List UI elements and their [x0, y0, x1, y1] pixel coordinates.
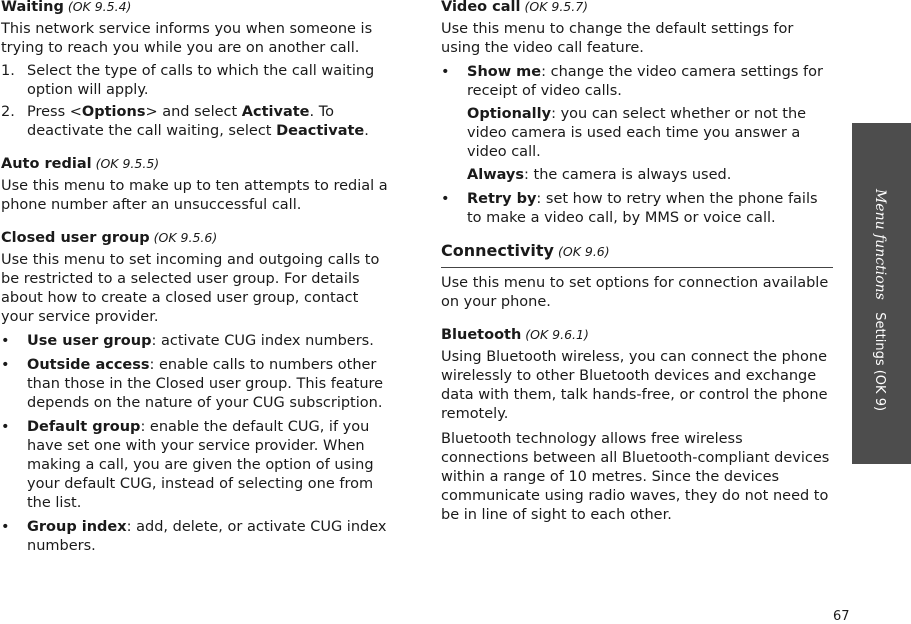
waiting-step-2: 2. Press <Options> and select Activate. To deactivate the call waiting, select Deactivate. [1, 104, 369, 139]
cug-bullet-default-group: • Default group: enable the default CUG, if you have set one with your service provider. When making a call, you are given the option of using your default CUG, instead of selecting one from the list. [1, 419, 374, 511]
right-column [441, 0, 833, 525]
waiting-heading: Waiting (OK 9.5.4) [1, 0, 132, 15]
video-option-always: Always: the camera is always used. [467, 167, 732, 183]
video-bullet-retry-by: • Retry by: set how to retry when the phone fails to make a video call, by MMS or voice call. [441, 191, 818, 226]
bluetooth-text-1: Using Bluetooth wireless, you can connect the phone wirelessly to other Bluetooth devices and exchange data with them, talk hands-free, or control the phone remotely. [441, 349, 828, 422]
video-call-heading: Video call (OK 9.5.7) [441, 0, 589, 15]
video-option-optionally: Optionally: you can select whether or not the video camera is used each time you answer a video call. [467, 106, 807, 160]
page-number: 67 [833, 609, 850, 624]
bluetooth-heading: Bluetooth (OK 9.6.1) [441, 327, 589, 343]
side-tab-title: Menu functions [872, 188, 888, 300]
waiting-ref: (OK 9.5.4) [67, 0, 132, 14]
connectivity-heading: Connectivity (OK 9.6) [441, 242, 833, 268]
cug-bullet-use-user-group: • Use user group: activate CUG index numbers. [1, 333, 374, 349]
side-tab-section: Settings (OK 9) [872, 312, 887, 412]
closed-user-group-heading: Closed user group (OK 9.5.6) [1, 230, 218, 246]
auto-redial-text: Use this menu to make up to ten attempts to redial a phone number after an unsuccessful call. [1, 178, 388, 213]
waiting-intro: This network service informs you when someone is trying to reach you while you are on another call. [1, 21, 373, 56]
auto-redial-heading: Auto redial (OK 9.5.5) [1, 156, 160, 172]
left-column [1, 0, 393, 556]
closed-user-group-text: Use this menu to set incoming and outgoing calls to be restricted to a selected user group. For details about how to create a closed user group, contact your service provider. [1, 252, 380, 325]
video-call-text: Use this menu to change the default settings for using the video call feature. [441, 21, 794, 56]
cug-bullet-group-index: • Group index: add, delete, or activate CUG index numbers. [1, 519, 387, 554]
waiting-step-1: 1. Select the type of calls to which the call waiting option will apply. [1, 63, 375, 98]
bluetooth-text-2: Bluetooth technology allows free wireless connections between all Bluetooth-compliant devices within a range of 10 metres. Since the devices communicate using radio waves, they do not need to be in line of sight to each other. [441, 431, 830, 523]
cug-bullet-outside-access: • Outside access: enable calls to numbers other than those in the Closed user group. This feature depends on the nature of your CUG subscription. [1, 357, 384, 411]
connectivity-text: Use this menu to set options for connection available on your phone. [441, 275, 829, 310]
video-bullet-show-me: • Show me: change the video camera settings for receipt of video calls. [441, 64, 823, 99]
side-tab-label [872, 189, 888, 411]
